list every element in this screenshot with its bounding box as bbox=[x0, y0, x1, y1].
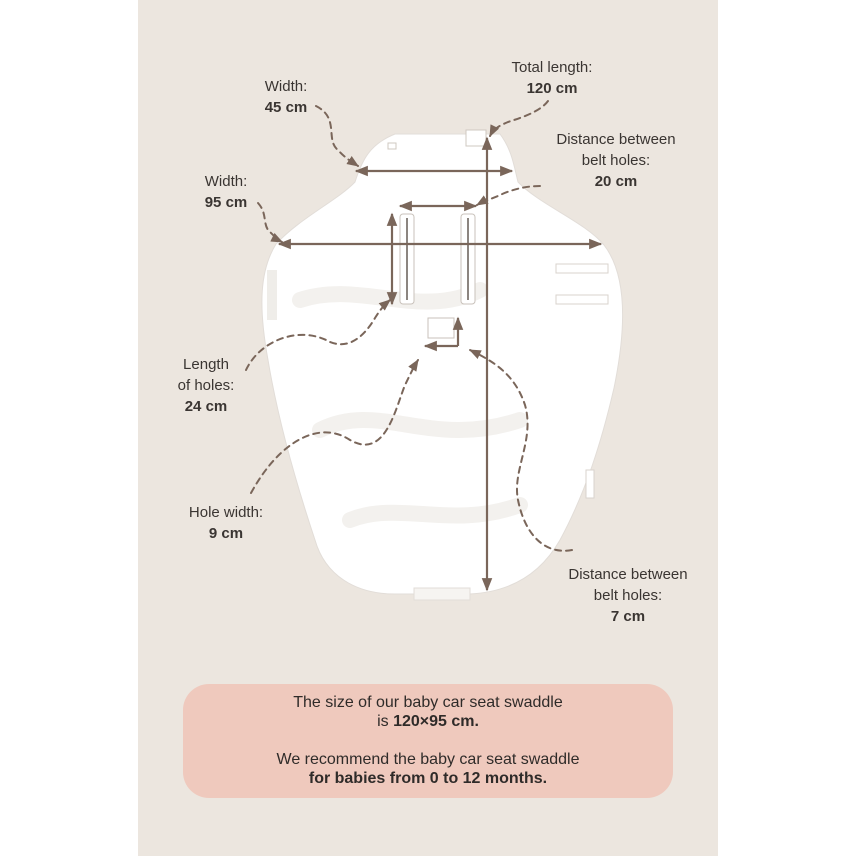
label-hole-width bbox=[176, 502, 276, 544]
label-total-length-title: Total length: bbox=[511, 59, 593, 76]
label-belt-holes-top-title1: Distance between bbox=[556, 131, 676, 148]
bottom-edge-tab bbox=[414, 588, 470, 600]
label-belt-holes-bottom-title1: Distance between bbox=[568, 566, 688, 583]
label-length-of-holes-value: 24 cm bbox=[184, 398, 228, 415]
leader-width-top bbox=[316, 106, 358, 166]
label-width-top-value: 45 cm bbox=[264, 99, 308, 116]
label-width-main bbox=[194, 171, 258, 213]
swaddle-outline bbox=[262, 134, 623, 594]
label-width-main-value: 95 cm bbox=[204, 194, 248, 211]
label-length-of-holes-title1: Length bbox=[183, 356, 229, 373]
info-line-2-size: 120×95 cm. bbox=[393, 713, 479, 730]
label-total-length bbox=[498, 57, 606, 99]
info-line-1: The size of our baby car seat swaddle bbox=[293, 694, 563, 711]
small-label-top bbox=[388, 143, 396, 149]
label-width-main-title: Width: bbox=[204, 173, 248, 190]
top-tab bbox=[466, 130, 486, 146]
label-width-top-title: Width: bbox=[264, 78, 308, 95]
label-width-top bbox=[254, 76, 318, 118]
label-belt-holes-top-value: 20 cm bbox=[594, 173, 638, 190]
label-belt-holes-top bbox=[540, 129, 692, 192]
side-tag bbox=[586, 470, 594, 498]
leader-width-main bbox=[258, 203, 282, 242]
velcro-strip-upper bbox=[556, 264, 608, 273]
label-length-of-holes bbox=[170, 354, 242, 417]
label-hole-width-value: 9 cm bbox=[208, 525, 244, 542]
side-label bbox=[267, 270, 277, 320]
label-hole-width-title: Hole width: bbox=[188, 504, 264, 521]
info-line-4: for babies from 0 to 12 months. bbox=[308, 770, 548, 787]
label-belt-holes-bottom-value: 7 cm bbox=[610, 608, 646, 625]
info-line-3: We recommend the baby car seat swaddle bbox=[276, 751, 580, 768]
label-total-length-value: 120 cm bbox=[526, 80, 578, 97]
label-belt-holes-bottom-title2: belt holes: bbox=[593, 587, 663, 604]
label-belt-holes-bottom bbox=[552, 564, 704, 627]
info-line-2-prefix: is bbox=[377, 713, 394, 730]
velcro-strip-lower bbox=[556, 295, 608, 304]
info-box bbox=[183, 684, 673, 798]
label-belt-holes-top-title2: belt holes: bbox=[581, 152, 651, 169]
info-line-2 bbox=[183, 712, 673, 731]
label-length-of-holes-title2: of holes: bbox=[177, 377, 235, 394]
